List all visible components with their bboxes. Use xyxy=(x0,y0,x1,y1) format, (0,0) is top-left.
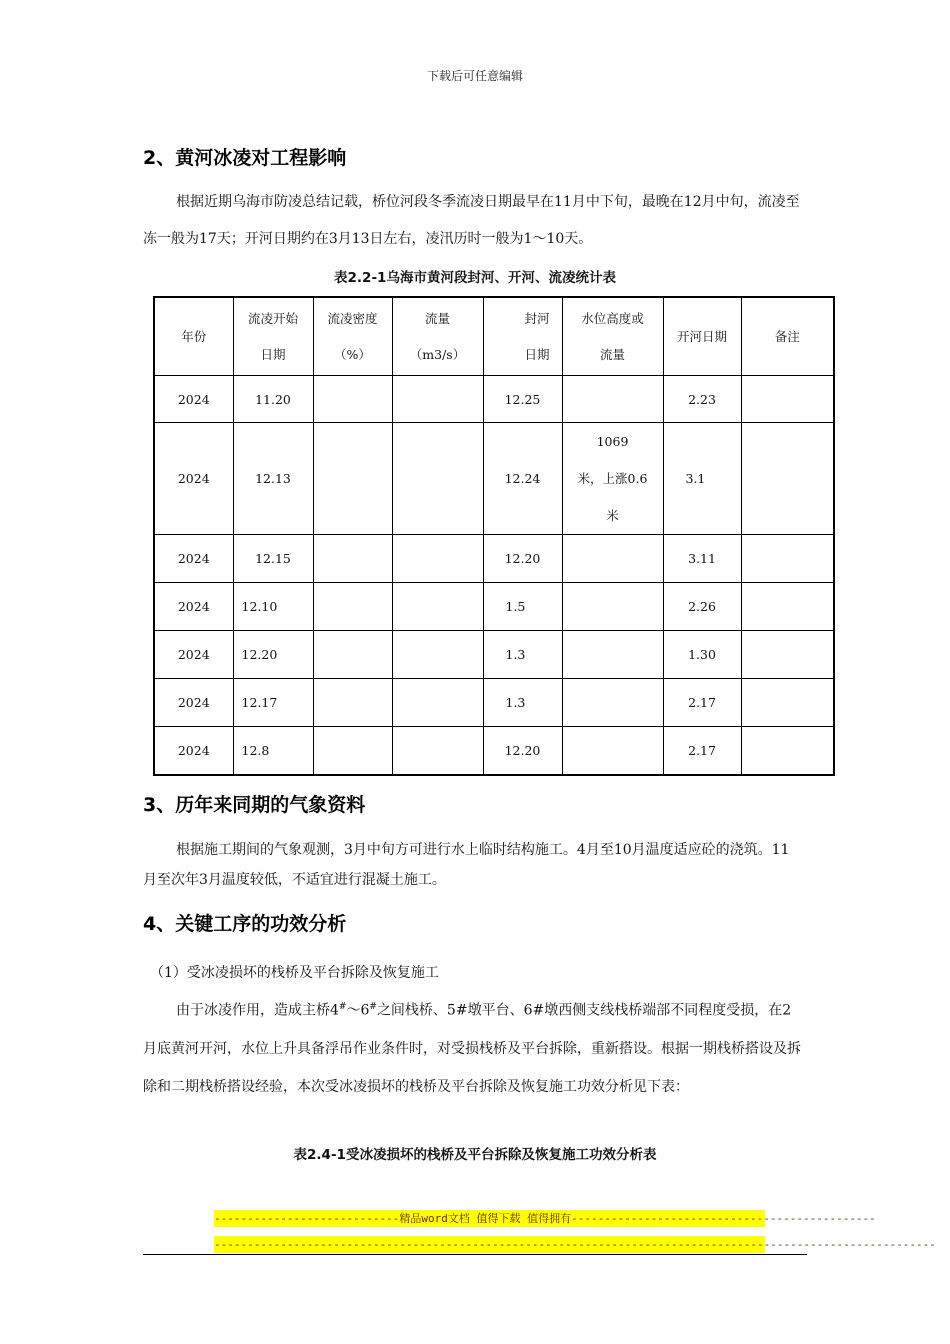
cell-freeze: 1.5 xyxy=(483,583,562,631)
cell-year: 2024 xyxy=(154,679,233,727)
cell-remarks xyxy=(741,727,834,775)
table-row xyxy=(154,727,834,775)
cell-freeze: 12.24 xyxy=(483,423,562,535)
cell-level xyxy=(562,727,663,775)
footer-rule xyxy=(143,1254,807,1255)
cell-breakup: 3.1 xyxy=(663,423,741,535)
cell-freeze: 1.3 xyxy=(483,631,562,679)
section-4-paragraph: 由于冰凌作用，造成主桥4#～6#之间栈桥、5#墩平台、6#墩西侧支线栈桥端部不同程度受损，在2月底黄河开河，水位上升具备浮吊作业条件时，对受损栈桥及平台拆除，重新搭设。根据一期栈桥搭设及拆除和二期栈桥搭设经验，本次受冰凌损坏的栈桥及平台拆除及恢复施工功效分析见下表： xyxy=(143,1002,801,1095)
cell-ice-start: 12.8 xyxy=(233,727,313,775)
cell-year: 2024 xyxy=(154,583,233,631)
header-ice-density: 流凌密度 （%） xyxy=(313,297,392,376)
cell-breakup: 2.23 xyxy=(663,376,741,423)
cell-ice-start: 11.20 xyxy=(233,376,313,423)
table-2-4-1-caption: 表2.4-1受冰凌损坏的栈桥及平台拆除及恢复施工功效分析表 xyxy=(293,1147,657,1163)
cell-flow xyxy=(392,727,483,775)
cell-ice-start: 12.13 xyxy=(233,423,313,535)
cell-flow xyxy=(392,679,483,727)
cell-level xyxy=(562,679,663,727)
table-2-2-1-caption: 表2.2-1乌海市黄河段封河、开河、流凌统计表 xyxy=(334,270,616,286)
footer-banner-2: ------------------------------------------------------------------------------------------------------------- xyxy=(214,1238,936,1251)
cell-year: 2024 xyxy=(154,535,233,583)
cell-density xyxy=(313,679,392,727)
cell-level xyxy=(562,583,663,631)
cell-breakup: 3.11 xyxy=(663,535,741,583)
cell-level xyxy=(562,535,663,583)
cell-density xyxy=(313,423,392,535)
cell-level xyxy=(562,376,663,423)
cell-freeze: 12.25 xyxy=(483,376,562,423)
cell-year: 2024 xyxy=(154,631,233,679)
cell-density xyxy=(313,727,392,775)
header-breakup-date: 开河日期 xyxy=(663,297,741,376)
section-2-heading: 2、黄河冰凌对工程影响 xyxy=(143,147,347,169)
cell-flow xyxy=(392,423,483,535)
cell-level: 1069 米，上涨0.6 米 xyxy=(562,423,663,535)
cell-flow xyxy=(392,631,483,679)
section-4-heading: 4、关键工序的功效分析 xyxy=(143,913,347,935)
cell-ice-start: 12.15 xyxy=(233,535,313,583)
header-remarks: 备注 xyxy=(741,297,834,376)
cell-year: 2024 xyxy=(154,727,233,775)
cell-breakup: 2.26 xyxy=(663,583,741,631)
section-2-paragraph: 根据近期乌海市防凌总结记载，桥位河段冬季流凌日期最早在11月中下旬，最晚在12月中旬，流凌至冻一般为17天；开河日期约在3月13日左右，凌汛历时一般为1～10天。 xyxy=(143,194,800,247)
cell-density xyxy=(313,535,392,583)
cell-freeze: 12.20 xyxy=(483,727,562,775)
header-year: 年份 xyxy=(154,297,233,376)
header-freeze-date: 封河 日期 xyxy=(483,297,562,376)
cell-flow xyxy=(392,535,483,583)
ice-statistics-table xyxy=(153,296,835,776)
subsection-1-title: （1）受冰凌损坏的栈桥及平台拆除及恢复施工 xyxy=(150,965,439,981)
table-header-row xyxy=(154,297,834,376)
cell-remarks xyxy=(741,423,834,535)
header-ice-start-date: 流凌开始 日期 xyxy=(233,297,313,376)
cell-flow xyxy=(392,376,483,423)
table-row xyxy=(154,535,834,583)
table-row xyxy=(154,631,834,679)
cell-density xyxy=(313,631,392,679)
cell-breakup: 2.17 xyxy=(663,727,741,775)
table-row xyxy=(154,679,834,727)
cell-density xyxy=(313,376,392,423)
cell-ice-start: 12.17 xyxy=(233,679,313,727)
table-row xyxy=(154,423,834,535)
cell-remarks xyxy=(741,679,834,727)
cell-level xyxy=(562,631,663,679)
cell-year: 2024 xyxy=(154,423,233,535)
cell-freeze: 12.20 xyxy=(483,535,562,583)
cell-density xyxy=(313,583,392,631)
cell-breakup: 1.30 xyxy=(663,631,741,679)
cell-year: 2024 xyxy=(154,376,233,423)
cell-flow xyxy=(392,583,483,631)
header-flow: 流量 （m3/s） xyxy=(392,297,483,376)
cell-breakup: 2.17 xyxy=(663,679,741,727)
footer-banner-1: ----------------------------精品word文档 值得下载 值得拥有---------------------------------------------- xyxy=(214,1212,876,1225)
cell-freeze: 1.3 xyxy=(483,679,562,727)
cell-remarks xyxy=(741,631,834,679)
cell-remarks xyxy=(741,583,834,631)
page-header: 下载后可任意编辑 xyxy=(426,69,523,83)
cell-remarks xyxy=(741,535,834,583)
header-water-level: 水位高度或 流量 xyxy=(562,297,663,376)
section-3-heading: 3、历年来同期的气象资料 xyxy=(143,794,366,816)
cell-ice-start: 12.20 xyxy=(233,631,313,679)
section-3-paragraph: 根据施工期间的气象观测，3月中旬方可进行水上临时结构施工。4月至10月温度适应砼的浇筑。11月至次年3月温度较低，不适宜进行混凝土施工。 xyxy=(143,842,790,888)
table-row xyxy=(154,583,834,631)
cell-ice-start: 12.10 xyxy=(233,583,313,631)
cell-remarks xyxy=(741,376,834,423)
table-row xyxy=(154,376,834,423)
